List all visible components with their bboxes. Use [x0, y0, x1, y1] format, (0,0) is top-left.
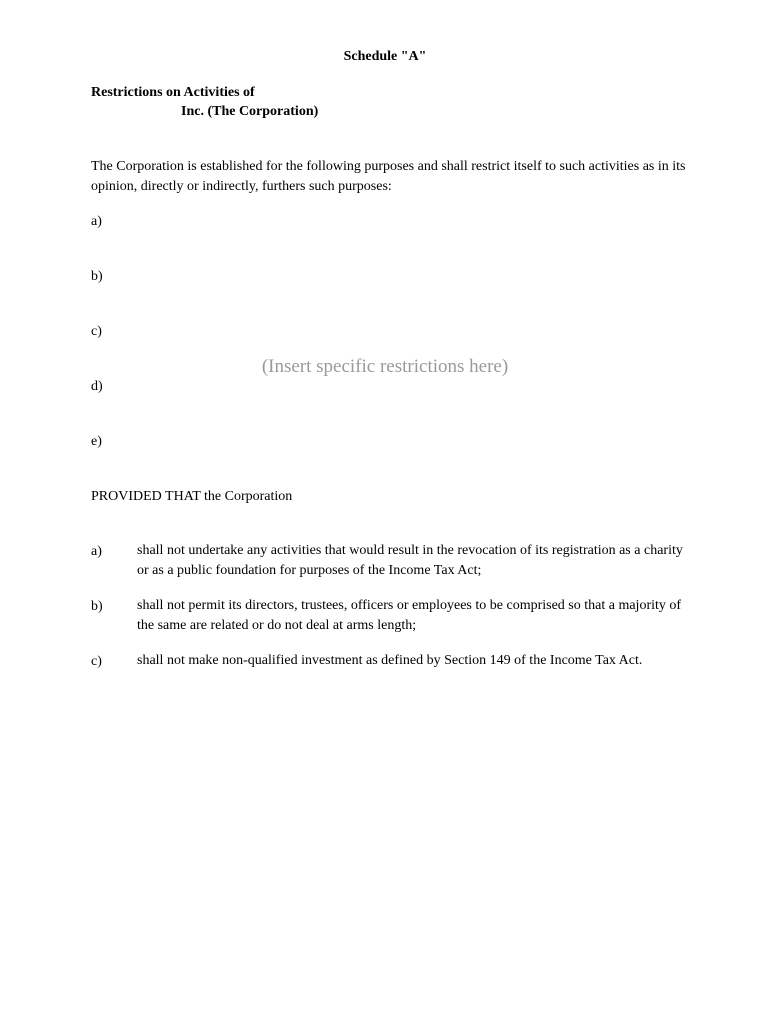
condition-letter-c: c) — [91, 654, 102, 669]
purpose-letter-b: b) — [91, 269, 103, 284]
intro-paragraph: The Corporation is established for the following purposes and shall restrict itself to such activities as in its opinion, directly or indirectly, furthers such purposes: — [91, 159, 686, 194]
condition-letter-a: a) — [91, 544, 102, 559]
document-title: Schedule "A" — [343, 49, 427, 64]
purpose-letter-c: c) — [91, 324, 102, 339]
purpose-letter-d: d) — [91, 379, 103, 394]
heading-line-2: Inc. (The Corporation) — [181, 104, 319, 119]
insert-restrictions-placeholder: (Insert specific restrictions here) — [261, 356, 509, 377]
purpose-letter-e: e) — [91, 434, 102, 449]
condition-text-c: shall not make non-qualified investment as defined by Section 149 of the Income Tax Act. — [137, 653, 643, 668]
heading-line-1: Restrictions on Activities of — [91, 85, 255, 100]
condition-letter-b: b) — [91, 599, 103, 614]
purpose-letter-a: a) — [91, 214, 102, 229]
condition-text-b: shall not permit its directors, trustees, officers or employees to be comprised so that a majority of the same are related or do not deal at arms length; — [137, 598, 682, 633]
condition-text-a: shall not undertake any activities that would result in the revocation of its registration as a charity or as a public foundation for purposes of the Income Tax Act; — [137, 543, 683, 578]
provided-that-line: PROVIDED THAT the Corporation — [91, 489, 293, 504]
